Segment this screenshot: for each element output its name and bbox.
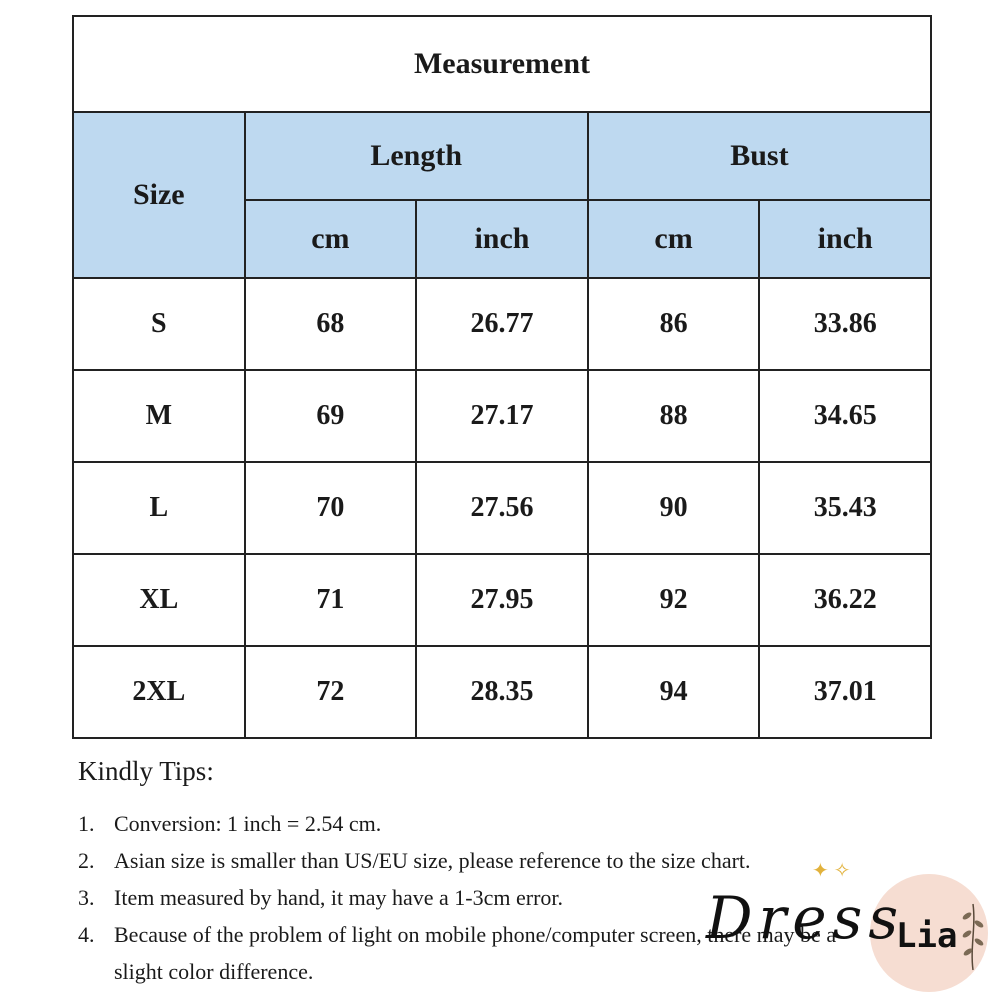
tips-title: Kindly Tips: <box>78 756 214 786</box>
tip-number: 2. <box>78 848 95 873</box>
length-inch-cell: 27.95 <box>416 554 588 646</box>
bust-inch-cell: 37.01 <box>759 646 931 738</box>
length-inch-cell: 28.35 <box>416 646 588 738</box>
bust-inch-cell: 33.86 <box>759 278 931 370</box>
tip-text: Item measured by hand, it may have a 1-3cm error. <box>114 885 564 910</box>
table-title: Measurement <box>73 16 931 112</box>
bust-header: Bust <box>588 112 931 200</box>
length-inch-header: inch <box>416 200 588 278</box>
bust-cm-cell: 90 <box>588 462 760 554</box>
length-inch-cell: 26.77 <box>416 278 588 370</box>
length-cm-cell: 71 <box>245 554 417 646</box>
length-cm-header: cm <box>245 200 417 278</box>
table-row <box>73 370 931 462</box>
length-inch-cell: 27.17 <box>416 370 588 462</box>
bust-inch-cell: 36.22 <box>759 554 931 646</box>
size-header: Size <box>73 112 245 278</box>
leaf-branch-icon <box>958 902 988 972</box>
table-row <box>73 646 931 738</box>
bust-cm-cell: 86 <box>588 278 760 370</box>
bust-inch-cell: 35.43 <box>759 462 931 554</box>
length-cm-cell: 70 <box>245 462 417 554</box>
list-item <box>78 805 878 842</box>
table-header-row <box>73 112 931 200</box>
tip-text: Asian size is smaller than US/EU size, please reference to the size chart. <box>114 848 751 873</box>
bust-inch-cell: 34.65 <box>759 370 931 462</box>
tip-number: 4. <box>78 922 95 947</box>
size-cell: 2XL <box>73 646 245 738</box>
bust-inch-header: inch <box>759 200 931 278</box>
size-chart-table <box>72 15 932 739</box>
size-cell: M <box>73 370 245 462</box>
dresslia-logo <box>700 858 1000 1000</box>
length-cm-cell: 69 <box>245 370 417 462</box>
bust-cm-cell: 92 <box>588 554 760 646</box>
bust-cm-cell: 94 <box>588 646 760 738</box>
sparkle-icon: ✦ ✧ <box>812 860 851 882</box>
table-title-row <box>73 16 931 112</box>
length-inch-cell: 27.56 <box>416 462 588 554</box>
tip-text: Conversion: 1 inch = 2.54 cm. <box>114 811 382 836</box>
size-cell: L <box>73 462 245 554</box>
tip-text: Because of the problem of light on mobile phone/computer screen, there may be a slight color difference. <box>114 922 837 984</box>
size-cell: XL <box>73 554 245 646</box>
table-row <box>73 554 931 646</box>
length-header: Length <box>245 112 588 200</box>
table-row <box>73 462 931 554</box>
bust-cm-header: cm <box>588 200 760 278</box>
size-cell: S <box>73 278 245 370</box>
tip-number: 1. <box>78 811 95 836</box>
length-cm-cell: 68 <box>245 278 417 370</box>
table-row <box>73 278 931 370</box>
length-cm-cell: 72 <box>245 646 417 738</box>
bust-cm-cell: 88 <box>588 370 760 462</box>
logo-text: Lia <box>896 916 958 956</box>
logo-script-text: Dress <box>706 884 905 952</box>
tip-number: 3. <box>78 885 95 910</box>
